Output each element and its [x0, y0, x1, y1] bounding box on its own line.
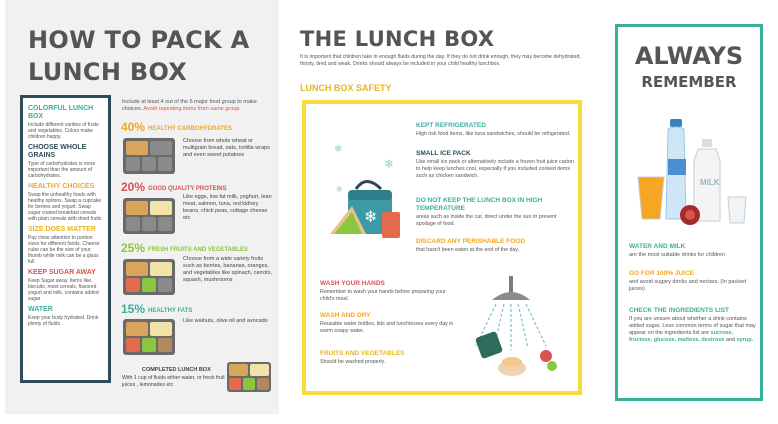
remember-text: and avoid sugary drinks and nectars. (In packed juices)	[629, 279, 747, 292]
safety-heading: DISCARD ANY PERISHABLE FOOD	[416, 238, 526, 245]
tip-text: Keep your body hydrated. Drink plenty of fluids	[28, 315, 99, 327]
lunch-bag-icon	[326, 134, 416, 254]
completed-lunch-box-text: With 1 cup of fluids either water, or fresh fruit juices , lemonades etc	[122, 375, 225, 388]
completed-tray-illustration	[227, 362, 271, 392]
food-group-percent: 20%	[121, 180, 146, 194]
svg-text:❄: ❄	[364, 207, 378, 226]
food-group-intro	[122, 99, 272, 113]
ingredients-text: If you are unsure about whether a drink contains added sugar, Less common terms of sugar that may appear on the ingredients list are	[629, 316, 756, 336]
lunch-tray-illustration	[123, 138, 175, 174]
food-group-header	[121, 241, 248, 257]
lunch-tray-illustration	[123, 319, 175, 355]
safety-text: Remember to wash your hands before preparing your child's meal.	[320, 289, 446, 302]
safety-text: that hasn't been eaten at the end of the day.	[416, 247, 520, 253]
tip-heading: CHOOSE WHOLE GRAINS	[28, 144, 87, 159]
sugar-terms: sucrose, fructose, glucose, maltose, dextrose	[629, 330, 734, 343]
food-group-text: Like walnuts, olive oil and avocado	[183, 318, 268, 324]
tip-text: Swap the unhealthy foods with healthy options. Swap a cupcake for berries and yogurt. Swap sugar coated breakfast cereals with plain cereals with dried fruits	[28, 192, 102, 222]
safety-subtitle: LUNCH BOX SAFETY	[300, 83, 392, 93]
sugar-term-last: syrup.	[736, 337, 754, 343]
safety-text: Reusable water bottles, lids and lunchboxes every day in warm soapy water.	[320, 321, 454, 334]
food-group-percent: 40%	[121, 120, 146, 134]
tip-heading: SIZE DOES MATTER	[28, 226, 96, 233]
food-group-label: HEALTHY CARBOHYDRATES	[148, 126, 233, 132]
food-group-label: GOOD QUALITY PROTEINS	[148, 186, 227, 192]
drinks-icon	[632, 99, 752, 229]
safety-text: Use small ice pack or alternatively include a frozen fruit juice carton to help keep lunches cool, especially if you included cooked items such as chicken sandwich.	[416, 159, 574, 179]
milk-label: MILK	[700, 178, 720, 187]
safety-heading: WASH YOUR HANDS	[320, 280, 385, 287]
safety-text: Should be washed properly.	[320, 359, 386, 365]
title-line-2: LUNCH BOX	[28, 58, 188, 86]
lunch-tray-illustration	[123, 198, 175, 234]
tip-text: Type of carbohydrates is more important than the amount of carbohydrates.	[28, 161, 96, 179]
svg-text:❄: ❄	[384, 157, 395, 171]
safety-heading: SMALL ICE PACK	[416, 150, 471, 157]
svg-text:❄: ❄	[336, 185, 343, 194]
always-remember-panel	[615, 24, 763, 401]
tip-text: Pay close attention to portion sizes for different foods. Cheese cube can be the size of your thumb while milk can be a glass full	[28, 235, 100, 265]
safety-text: High risk food items, like tuna sandwiches, should be refrigerated.	[416, 131, 571, 137]
food-group-text: Choose from whole wheat or multigrain bread, oats, tortilla wraps and even sweet potatoes	[183, 138, 270, 158]
food-group-text: Like eggs, low fat milk, yoghurt, lean meat, salmon, tuna, red kidney beans, chick peas, cottage cheese etc	[183, 194, 272, 221]
food-group-header	[121, 120, 232, 136]
safety-heading: KEPT REFRIGERATED	[416, 122, 486, 129]
safety-heading: WASH AND DRY	[320, 312, 371, 319]
remember-heading: GO FOR 100% JUICE	[629, 270, 695, 277]
food-group-text: Choose from a wide variety fruits such as berries, bananas, oranges, and vegetables like spinach, carrots, squash, mushrooms	[183, 256, 272, 283]
safety-heading: FRUITS AND VEGETABLES	[320, 350, 405, 357]
safety-heading: DO NOT KEEP THE LUNCH BOX IN HIGH TEMPERATURE	[416, 197, 543, 212]
safety-text: areas such as inside the car, direct under the sun to prevent spoilage of food.	[416, 214, 557, 227]
tip-heading: COLORFUL LUNCH BOX	[28, 105, 94, 120]
washing-icon	[456, 276, 566, 386]
lunch-tray-illustration	[123, 259, 175, 295]
tip-text: Keep Sugar away. Items like, biscuits, most cereals, flavored yogurt and milk, contains added sugar	[28, 278, 99, 302]
intro-text: Include at least 4 out of the 6 major food group to make choices.	[122, 99, 257, 112]
food-group-header	[121, 302, 192, 318]
fluids-intro: It is important that children take in enough fluids during the day. If they do not drink enough, they may become dehydrated, thirsty, tired and weak. Drinks should always be included in your child healthy lunchbox.	[300, 54, 581, 67]
always-title: ALWAYS	[634, 42, 744, 70]
remember-title: REMEMBER	[641, 73, 737, 91]
tip-heading: HEALTHY CHOICES	[28, 183, 95, 190]
lunch-box-title: THE LUNCH BOX	[300, 27, 495, 51]
tips-sidebar	[20, 95, 111, 383]
how-to-pack-title	[28, 24, 249, 88]
remember-text: are the most suitable drinks for children	[629, 252, 725, 258]
remember-heading: CHECK THE INGREDIENTS LIST	[629, 307, 730, 314]
remember-text	[629, 316, 757, 344]
tip-heading: WATER	[28, 306, 53, 313]
food-group-percent: 15%	[121, 302, 146, 316]
food-group-percent: 25%	[121, 241, 146, 255]
title-line-1: HOW TO PACK A	[28, 26, 250, 54]
food-group-label: FRESH FRUITS AND VEGETABLES	[148, 247, 249, 253]
ingredients-tail: and	[725, 337, 736, 343]
intro-warning: Avoid repeating items from same group.	[143, 106, 241, 112]
safety-box	[302, 100, 582, 395]
svg-text:❄: ❄	[334, 144, 343, 155]
food-group-label: HEALTHY FATS	[148, 308, 193, 314]
tip-heading: KEEP SUGAR AWAY	[28, 269, 96, 276]
completed-lunch-box-title: COMPLETED LUNCH BOX	[142, 367, 211, 373]
remember-heading: WATER AND MILK	[629, 243, 686, 250]
tip-text: Include different varities of fruits and vegetables. Colors make children happy.	[28, 122, 99, 140]
